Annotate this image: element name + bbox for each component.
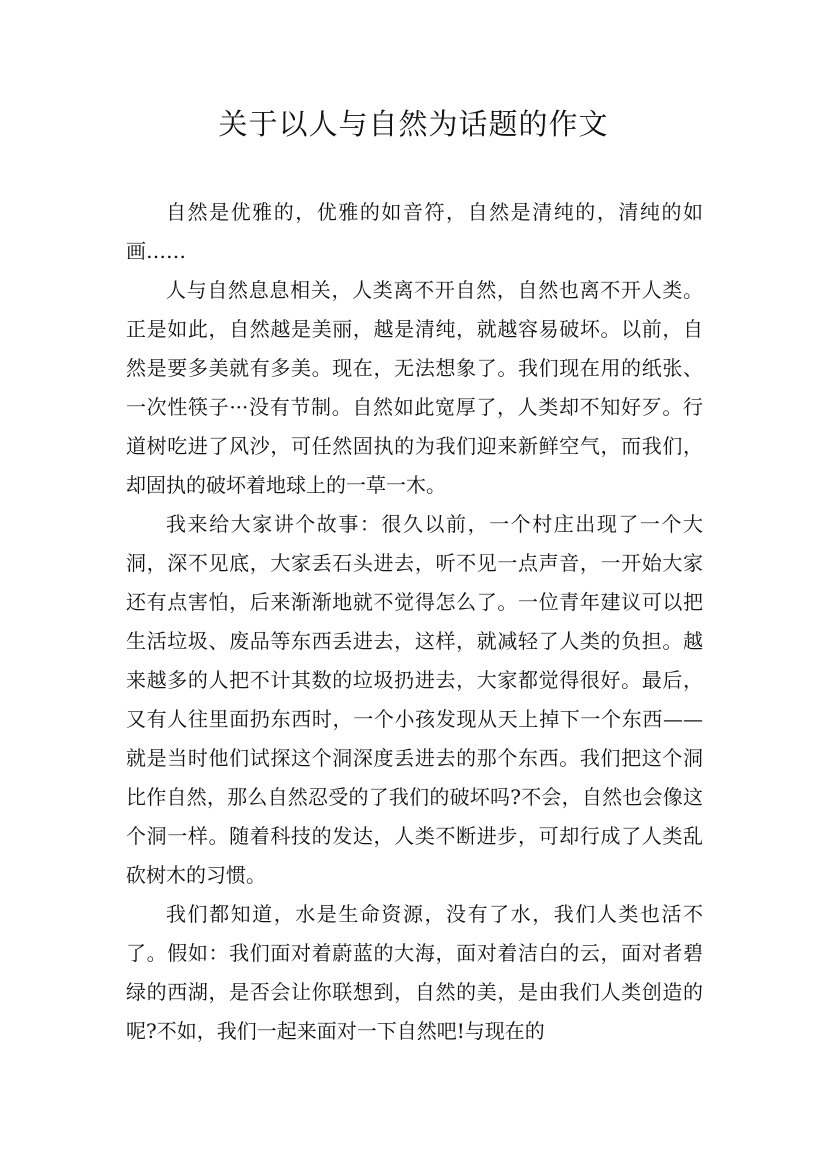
paragraph-2: 人与自然息息相关，人类离不开自然，自然也离不开人类。正是如此，自然越是美丽，越是清纯，就越容易破坏。以前，自然是要多美就有多美。现在，无法想象了。我们现在用的纸张、一次性筷子···没有节制。自然如此宽厚了，人类却不知好歹。行道树吃进了风沙，可任然固执的为我们迎来新鲜空气，而我们，却固执的破坏着地球上的一草一木。: [126, 278, 703, 497]
paragraph-1: 自然是优雅的，优雅的如音符，自然是清纯的，清纯的如画……: [126, 200, 703, 263]
document-title: 关于以人与自然为话题的作文: [218, 107, 609, 141]
paragraph-3: 我来给大家讲个故事：很久以前，一个村庄出现了一个大洞，深不见底，大家丢石头进去，听不见一点声音，一开始大家还有点害怕，后来渐渐地就不觉得怎么了。一位青年建议可以把生活垃圾、废品等东西丢进去，这样，就减轻了人类的负担。越来越多的人把不计其数的垃圾扔进去，大家都觉得很好。最后，又有人往里面扔东西时，一个小孩发现从天上掉下一个东西——就是当时他们试探这个洞深度丢进去的那个东西。我们把这个洞比作自然，那么自然忍受的了我们的破坏吗?不会，自然也会像这个洞一样。随着科技的发达，人类不断进步，可却行成了人类乱砍树木的习惯。: [126, 512, 703, 887]
document-body: [126, 193, 703, 1051]
paragraph-4: 我们都知道，水是生命资源，没有了水，我们人类也活不了。假如：我们面对着蔚蓝的大海，面对着洁白的云，面对者碧绿的西湖，是否会让你联想到，自然的美，是由我们人类创造的呢?不如，我们一起来面对一下自然吧!与现在的: [126, 902, 703, 1043]
